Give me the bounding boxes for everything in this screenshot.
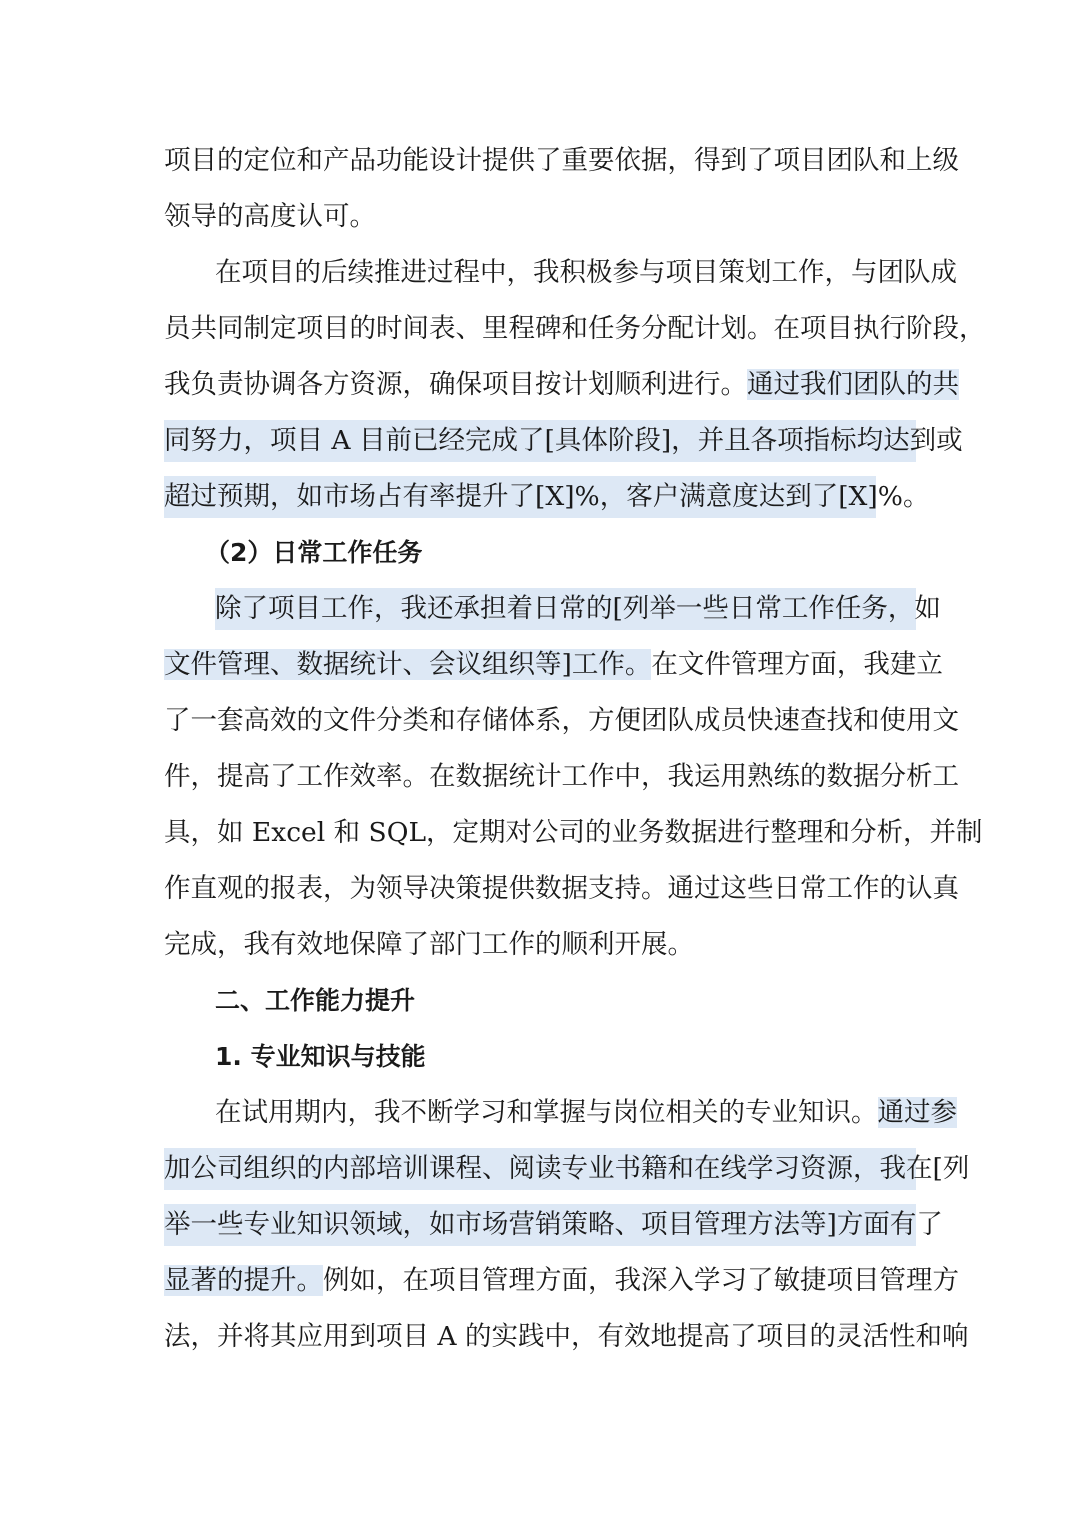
paragraph-line xyxy=(164,1260,959,1302)
highlighted-line: 同努力，项目 A 目前已经完成了[具体阶段]，并且各项指标均达到或 xyxy=(164,420,916,462)
paragraph-line xyxy=(215,1092,957,1134)
highlighted-line: 加公司组织的内部培训课程、阅读专业书籍和在线学习资源，我在[列 xyxy=(164,1148,916,1190)
paragraph-line: 了一套高效的文件分类和存储体系，方便团队成员快速查找和使用文 xyxy=(164,705,959,736)
section-heading: 二、工作能力提升 xyxy=(215,986,416,1015)
section-heading: （2）日常工作任务 xyxy=(205,538,423,567)
paragraph-line: 具，如 Excel 和 SQL，定期对公司的业务数据进行整理和分析，并制 xyxy=(164,817,983,848)
highlighted-text: 显著的提升。 xyxy=(164,1265,323,1296)
highlighted-line: 举一些专业知识领域，如市场营销策略、项目管理方法等]方面有了 xyxy=(164,1204,916,1246)
paragraph-line: 件，提高了工作效率。在数据统计工作中，我运用熟练的数据分析工 xyxy=(164,761,959,792)
text-segment: 我负责协调各方资源，确保项目按计划顺利进行。 xyxy=(164,369,747,400)
paragraph-line: 在项目的后续推进过程中，我积极参与项目策划工作，与团队成 xyxy=(215,257,957,288)
highlighted-text: 文件管理、数据统计、会议组织等]工作。 xyxy=(164,649,652,680)
paragraph-line: 员共同制定项目的时间表、里程碑和任务分配计划。在项目执行阶段， xyxy=(164,313,986,344)
paragraph-line xyxy=(164,364,959,406)
paragraph-line: 项目的定位和产品功能设计提供了重要依据，得到了项目团队和上级 xyxy=(164,145,959,176)
text-segment: 例如，在项目管理方面，我深入学习了敏捷项目管理方 xyxy=(323,1265,959,1296)
highlighted-text: 通过我们团队的共 xyxy=(747,369,959,400)
highlighted-line: 超过预期，如市场占有率提升了[X]%，客户满意度达到了[X]%。 xyxy=(164,476,876,518)
paragraph-line: 法，并将其应用到项目 A 的实践中，有效地提高了项目的灵活性和响 xyxy=(164,1321,969,1352)
subsection-heading: 1. 专业知识与技能 xyxy=(215,1042,426,1071)
text-segment: 在文件管理方面，我建立 xyxy=(651,649,943,680)
paragraph-line: 完成，我有效地保障了部门工作的顺利开展。 xyxy=(164,929,694,960)
highlighted-text: 通过参 xyxy=(877,1097,957,1128)
highlighted-line: 除了项目工作，我还承担着日常的[列举一些日常工作任务，如 xyxy=(215,588,916,630)
paragraph-line: 作直观的报表，为领导决策提供数据支持。通过这些日常工作的认真 xyxy=(164,873,959,904)
paragraph-line xyxy=(164,644,943,686)
text-segment: 在试用期内，我不断学习和掌握与岗位相关的专业知识。 xyxy=(215,1097,878,1128)
paragraph-line: 领导的高度认可。 xyxy=(164,201,376,232)
